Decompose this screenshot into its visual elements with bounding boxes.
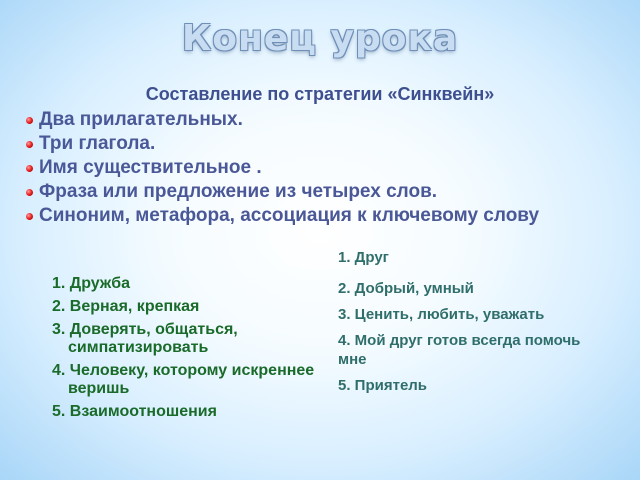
- list-item: 4. Человеку, которому искреннее веришь: [52, 362, 315, 397]
- bullet-item: [26, 180, 626, 204]
- bullet-text: Имя существительное .: [39, 157, 262, 178]
- bullet-text: Синоним, метафора, ассоциация к ключевому слову: [39, 205, 540, 226]
- list-item: 1. Друг: [338, 249, 389, 266]
- bullet-dot-icon: [26, 141, 33, 148]
- bullet-text: Два прилагательных.: [39, 109, 243, 130]
- slide-title: Конец урока: [181, 18, 459, 59]
- bullet-dot-icon: [26, 117, 33, 124]
- bullet-dot-icon: [26, 189, 33, 196]
- list-item: 2. Добрый, умный: [338, 280, 474, 297]
- slide-subtitle: Составление по стратегии «Синквейн»: [145, 84, 495, 104]
- bullet-text: Три глагола.: [39, 133, 156, 154]
- list-item: 3. Доверять, общаться, симпатизировать: [52, 321, 238, 356]
- bullet-dot-icon: [26, 165, 33, 172]
- list-item: 2. Верная, крепкая: [52, 298, 200, 315]
- list-item: 1. Дружба: [52, 275, 130, 292]
- bullet-item: [26, 108, 626, 132]
- list-item: 4. Мой друг готов всегда помочь мне: [338, 332, 581, 368]
- list-item: 3. Ценить, любить, уважать: [338, 306, 545, 323]
- bullet-item: [26, 156, 626, 180]
- bullet-item: [26, 132, 626, 156]
- syncwine-example-left: [52, 275, 322, 426]
- bullet-text: Фраза или предложение из четырех слов.: [39, 181, 438, 202]
- list-item: 5. Приятель: [338, 377, 428, 394]
- list-item: 5. Взаимоотношения: [52, 403, 217, 420]
- bullet-item: [26, 204, 626, 228]
- syncwine-example-right: [338, 248, 598, 402]
- bullet-dot-icon: [26, 213, 33, 220]
- strategy-bullet-list: [26, 108, 626, 228]
